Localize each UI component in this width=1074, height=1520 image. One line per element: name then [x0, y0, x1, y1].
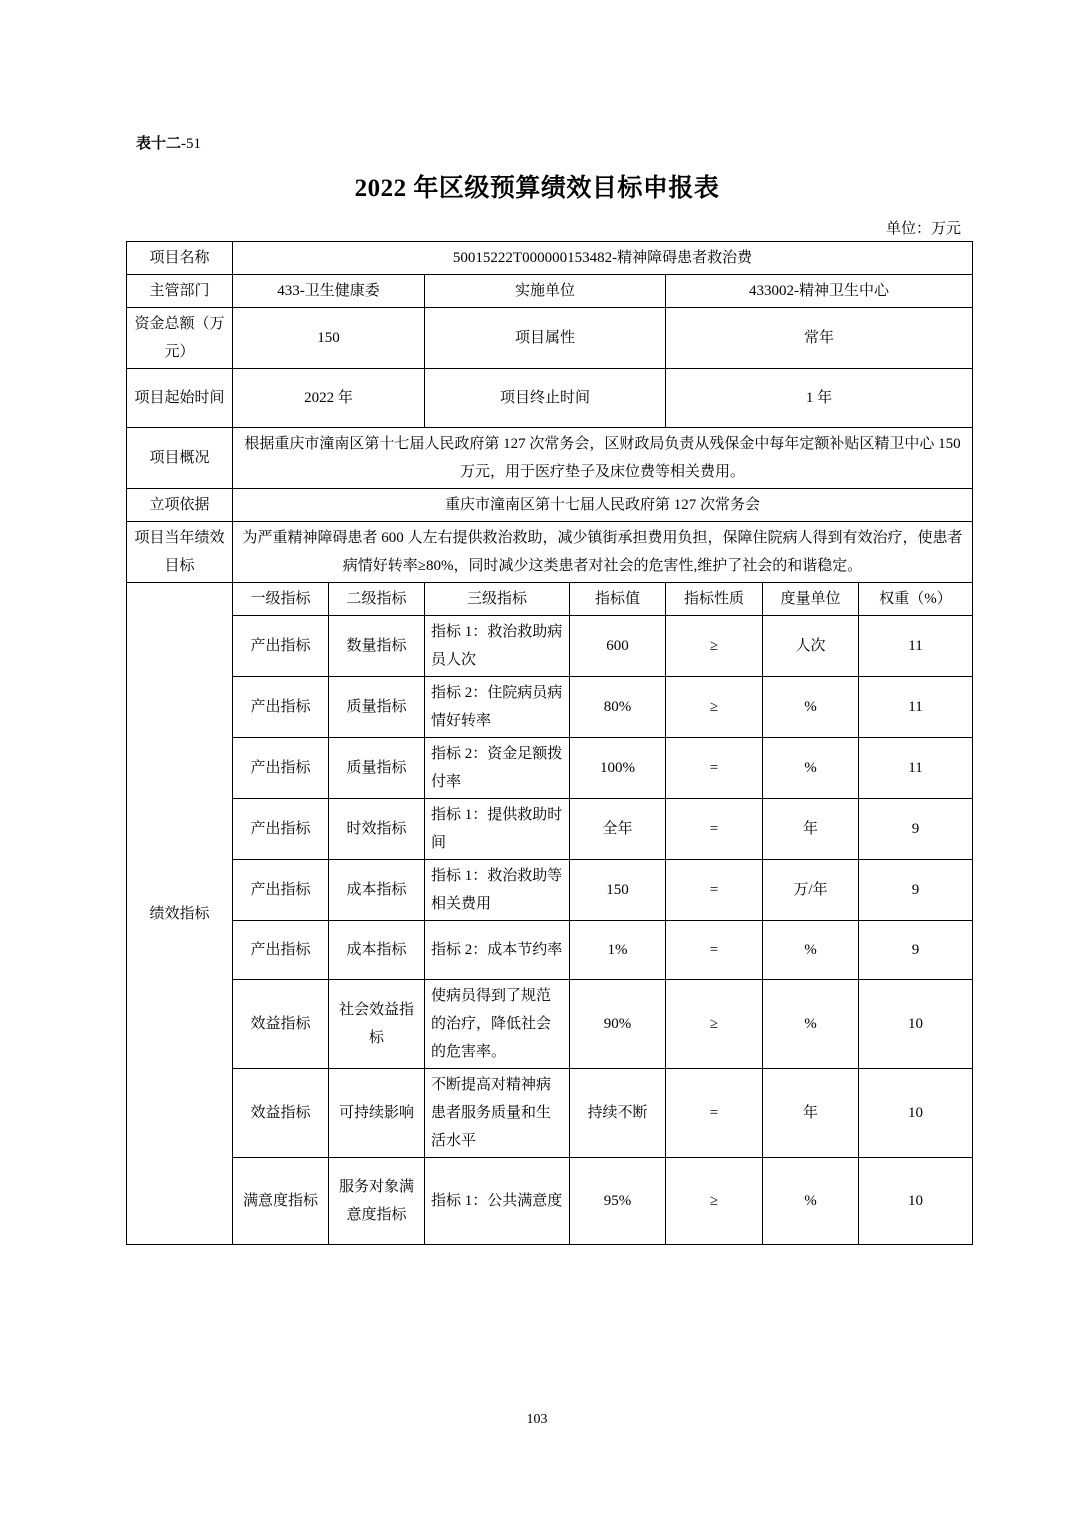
indicator-level2: 成本指标	[329, 921, 425, 980]
indicator-weight: 10	[859, 1158, 973, 1245]
column-header-nature: 指标性质	[666, 583, 763, 616]
indicator-value: 80%	[570, 677, 666, 738]
row-overview	[127, 428, 973, 489]
indicator-weight: 11	[859, 677, 973, 738]
indicator-level2: 社会效益指标	[329, 980, 425, 1069]
indicator-nature: ≥	[666, 1158, 763, 1245]
project-name-label: 项目名称	[127, 242, 233, 275]
unit-label: 单位：万元	[885, 221, 961, 237]
department-label: 主管部门	[127, 275, 233, 308]
indicator-level1: 效益指标	[233, 1069, 329, 1158]
indicator-value: 1%	[570, 921, 666, 980]
indicator-weight: 11	[859, 738, 973, 799]
annual-goal-label: 项目当年绩效目标	[127, 522, 233, 583]
indicator-value: 持续不断	[570, 1069, 666, 1158]
indicator-level1: 产出指标	[233, 860, 329, 921]
indicator-value: 100%	[570, 738, 666, 799]
indicator-weight: 10	[859, 1069, 973, 1158]
end-time-label: 项目终止时间	[425, 369, 666, 428]
indicator-value: 全年	[570, 799, 666, 860]
column-header-weight: 权重（%）	[859, 583, 973, 616]
indicator-section-label: 绩效指标	[127, 583, 233, 1245]
overview-label: 项目概况	[127, 428, 233, 489]
indicator-header-row	[127, 583, 973, 616]
indicator-level3: 指标 2：住院病员病情好转率	[425, 677, 570, 738]
table-number	[136, 132, 201, 153]
row-department	[127, 275, 973, 308]
indicator-weight: 10	[859, 980, 973, 1069]
indicator-level2: 可持续影响	[329, 1069, 425, 1158]
row-annual-goal	[127, 522, 973, 583]
indicator-unit: 年	[763, 799, 859, 860]
project-name-value: 50015222T000000153482-精神障碍患者救治费	[233, 242, 973, 275]
indicator-level1: 产出指标	[233, 677, 329, 738]
indicator-level2: 质量指标	[329, 738, 425, 799]
basis-value: 重庆市潼南区第十七届人民政府第 127 次常务会	[233, 489, 973, 522]
indicator-row	[127, 980, 973, 1069]
indicator-unit: %	[763, 980, 859, 1069]
indicator-level2: 质量指标	[329, 677, 425, 738]
column-header-level3: 三级指标	[425, 583, 570, 616]
indicator-unit: 人次	[763, 616, 859, 677]
end-time-value: 1 年	[666, 369, 973, 428]
indicator-unit: %	[763, 677, 859, 738]
indicator-row	[127, 677, 973, 738]
indicator-value: 90%	[570, 980, 666, 1069]
indicator-row	[127, 1158, 973, 1245]
indicator-level1: 产出指标	[233, 921, 329, 980]
column-header-value: 指标值	[570, 583, 666, 616]
page-number: 103	[526, 1412, 548, 1427]
overview-value: 根据重庆市潼南区第十七届人民政府第 127 次常务会，区财政局负责从残保金中每年定额补贴区精卫中心 150 万元，用于医疗垫子及床位费等相关费用。	[233, 428, 973, 489]
indicator-unit: %	[763, 921, 859, 980]
indicator-level2: 数量指标	[329, 616, 425, 677]
column-header-level2: 二级指标	[329, 583, 425, 616]
indicator-level1: 产出指标	[233, 738, 329, 799]
indicator-row	[127, 738, 973, 799]
indicator-value: 95%	[570, 1158, 666, 1245]
indicator-level2: 时效指标	[329, 799, 425, 860]
indicator-nature: =	[666, 1069, 763, 1158]
department-value: 433-卫生健康委	[233, 275, 425, 308]
indicator-row	[127, 799, 973, 860]
indicator-level1: 效益指标	[233, 980, 329, 1069]
indicator-weight: 11	[859, 616, 973, 677]
budget-performance-table	[126, 241, 973, 1245]
row-period	[127, 369, 973, 428]
indicator-level3: 指标 1：救治救助等相关费用	[425, 860, 570, 921]
indicator-level3: 指标 2：成本节约率	[425, 921, 570, 980]
indicator-weight: 9	[859, 860, 973, 921]
annual-goal-value: 为严重精神障碍患者 600 人左右提供救治救助，减少镇街承担费用负担，保障住院病人得到有效治疗，使患者病情好转率≥80%，同时减少这类患者对社会的危害性,维护了社会的和谐稳定。	[233, 522, 973, 583]
table-number-prefix: 表十二	[136, 136, 182, 152]
indicator-level2: 成本指标	[329, 860, 425, 921]
table-number-suffix: -51	[181, 136, 202, 152]
column-header-unit: 度量单位	[763, 583, 859, 616]
column-header-level1: 一级指标	[233, 583, 329, 616]
indicator-unit: 万/年	[763, 860, 859, 921]
indicator-unit: %	[763, 1158, 859, 1245]
indicator-nature: ≥	[666, 677, 763, 738]
indicator-level1: 满意度指标	[233, 1158, 329, 1245]
indicator-value: 600	[570, 616, 666, 677]
indicator-unit: %	[763, 738, 859, 799]
indicator-row	[127, 1069, 973, 1158]
fund-total-label: 资金总额（万元）	[127, 308, 233, 369]
start-time-value: 2022 年	[233, 369, 425, 428]
indicator-level2: 服务对象满意度指标	[329, 1158, 425, 1245]
indicator-level1: 产出指标	[233, 616, 329, 677]
indicator-nature: ≥	[666, 980, 763, 1069]
row-project-name	[127, 242, 973, 275]
row-fund	[127, 308, 973, 369]
fund-total-value: 150	[233, 308, 425, 369]
start-time-label: 项目起始时间	[127, 369, 233, 428]
project-attribute-label: 项目属性	[425, 308, 666, 369]
indicator-nature: ≥	[666, 616, 763, 677]
indicator-level3: 指标 1：救治救助病员人次	[425, 616, 570, 677]
row-basis	[127, 489, 973, 522]
indicator-weight: 9	[859, 799, 973, 860]
indicator-level3: 指标 2：资金足额拨付率	[425, 738, 570, 799]
indicator-level3: 不断提高对精神病患者服务质量和生活水平	[425, 1069, 570, 1158]
indicator-level3: 使病员得到了规范的治疗，降低社会的危害率。	[425, 980, 570, 1069]
indicator-weight: 9	[859, 921, 973, 980]
implementing-unit-label: 实施单位	[425, 275, 666, 308]
indicator-row	[127, 921, 973, 980]
indicator-level1: 产出指标	[233, 799, 329, 860]
indicator-nature: =	[666, 860, 763, 921]
implementing-unit-value: 433002-精神卫生中心	[666, 275, 973, 308]
indicator-nature: =	[666, 799, 763, 860]
indicator-row	[127, 860, 973, 921]
project-attribute-value: 常年	[666, 308, 973, 369]
indicator-level3: 指标 1：公共满意度	[425, 1158, 570, 1245]
basis-label: 立项依据	[127, 489, 233, 522]
indicator-nature: =	[666, 738, 763, 799]
indicator-row	[127, 616, 973, 677]
page-title: 2022 年区级预算绩效目标申报表	[354, 175, 720, 202]
indicator-unit: 年	[763, 1069, 859, 1158]
indicator-value: 150	[570, 860, 666, 921]
indicator-nature: =	[666, 921, 763, 980]
indicator-level3: 指标 1：提供救助时间	[425, 799, 570, 860]
